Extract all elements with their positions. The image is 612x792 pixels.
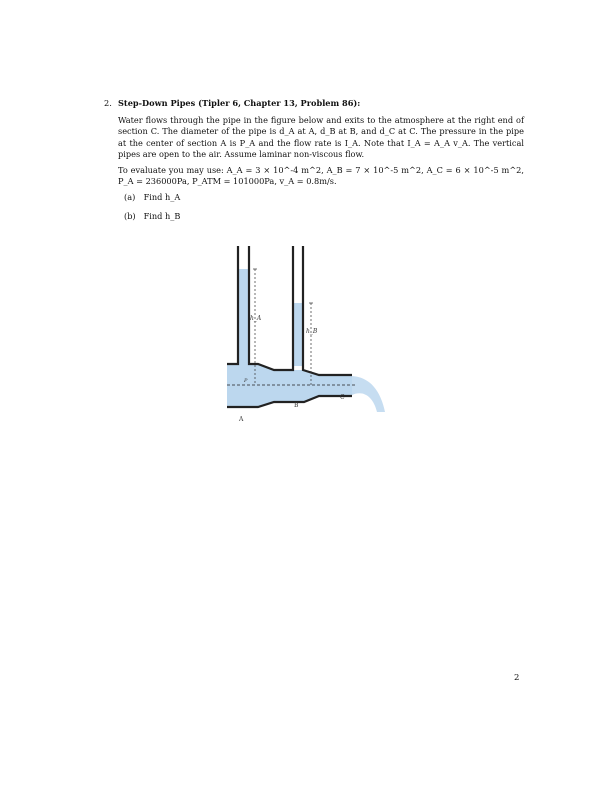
problem-description [118, 115, 524, 160]
part-b-text: Find h_B [143, 210, 181, 221]
label-c: C [340, 394, 345, 401]
problem-parts [124, 192, 524, 221]
problem-heading [104, 98, 524, 109]
part-b [124, 211, 524, 222]
water-standpipe-a [238, 269, 249, 366]
part-a-text: Find h_A [143, 192, 181, 203]
part-b-label: (b) [124, 210, 136, 221]
page-number: 2 [514, 673, 520, 683]
problem-paragraph-1: Water flows through the pipe in the figure below and exits to the atmosphere at the right end of section C. The diameter of the pipe is d_A at A, d_B at B, and d_C at C. The pressure in the pipe at the center of section A is P_A and the flow rate is I_A. Note that I_A = A_A v_A. The vertical pipes are open to the air. Assume laminar non-viscous flow. [118, 115, 524, 159]
label-a: A [239, 416, 244, 423]
part-a [124, 192, 524, 203]
problem-number: 2. [104, 98, 112, 108]
step-down-pipe-figure [222, 240, 392, 430]
top-wall-a-to-b [249, 246, 293, 370]
water-standpipe-b [293, 303, 303, 366]
water [227, 269, 385, 412]
problem-2 [104, 98, 524, 229]
standpipe-a-left-wall [227, 246, 238, 364]
problem-paragraph-2: To evaluate you may use: A_A = 3 × 10^-4 m^2, A_B = 7 × 10^-5 m^2, A_C = 6 × 10^-5 m^2, P_A = 236000Pa, P_ATM = 101000Pa, v_A = 0.8m/s. [118, 165, 524, 187]
label-hb: h_B [306, 328, 318, 335]
given-values [118, 165, 524, 187]
label-ha: h_A [250, 315, 262, 322]
water-exit-jet [352, 376, 385, 412]
problem-title: Step-Down Pipes (Tipler 6, Chapter 13, Problem 86): [118, 98, 361, 108]
part-a-label: (a) [124, 192, 136, 203]
top-wall-b-to-c [303, 246, 352, 375]
label-p: P [244, 378, 248, 384]
label-b: B [294, 402, 299, 409]
